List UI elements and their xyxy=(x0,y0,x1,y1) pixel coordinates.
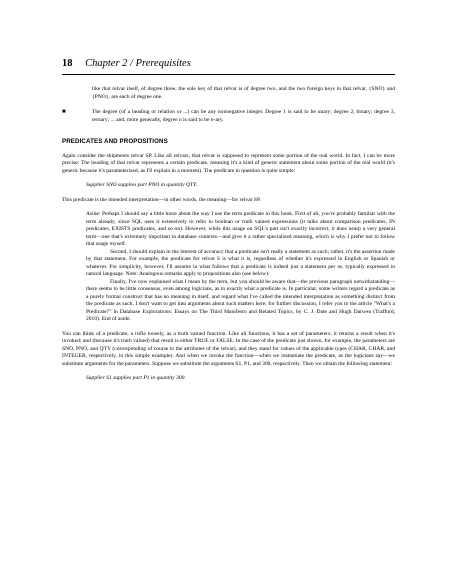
section-heading: PREDICATES AND PROPOSITIONS xyxy=(62,138,168,145)
bullet-text: The degree (of a heading or relation or ...) can be any nonnegative integer. Degree 1 is said to be unary; degree 2, binary; degree 3, ternary; ... and, more generally, degree n is said to be n-ary. xyxy=(92,109,395,123)
intro-continuation: like that relvar itself, of degree three, the sole key of that relvar is of degree two, and the two foreign keys in that relvar, {SNO} and {PNO}, are each of degree one. xyxy=(92,86,395,100)
aside-paragraph-3: Finally, I've now explained what I mean by the term, but you should be aware that—the previous paragraph notwithstanding—there seems to be little consensus, even among logicians, as to exactly what a predicate is. In particular, some writers regard a predicate as a purely formal construct that has no meaning in itself, and regard what I've called the intended interpretation as something distinct from the predicate as such. I don't want to get into arguments about such matters here; for further discussion, I refer you to the article "What's a Predicate?" in Database Explorations: Essays on The Third Manifesto and Related Topics, by C. J. Date and Hugh Darwen (Trafford, 2010). End of aside. xyxy=(86,278,395,322)
aside-paragraph-1: Aside: Perhaps I should say a little more about the way I use the term predicate in this book. First of all, you're probably familiar with the term already, since SQL uses it extensively to refer to boolean or truth valued expressions (it talks about comparison predicates, IN predicates, EXISTS predicates, and so on). However, while this usage on SQL's part isn't exactly incorrect, it does usurp a very general term—one that's extremely important in database contexts—and give it a rather specialized meaning, which is why I prefer not to follow that usage myself. xyxy=(86,211,395,247)
bullet-item-degree xyxy=(62,109,395,124)
example-predicate: Supplier SNO supplies part PNO in quantity QTY. xyxy=(86,182,198,188)
header-rule xyxy=(62,74,395,75)
running-header xyxy=(62,58,191,69)
paragraph-1: Again consider the shipments relvar SP. Like all relvars, that relvar is supposed to represent some portion of the real world. In fact, I can be more precise: The heading of that relvar represents a certain predicate, meaning it's a kind of generic statement about some portion of the real world (it's generic because it's parameterized, as I'll explain in a moment). The predicate in question is quite simple: xyxy=(62,152,395,174)
example-proposition: Supplier S1 supplies part P1 in quantity 300. xyxy=(86,375,186,381)
page-body xyxy=(62,86,395,383)
aside-paragraph-2: Second, I should explain in the interest of accuracy that a predicate isn't really a statement as such; rather, it's the assertion made by that statement. For example, the predicate for relvar S is what it is, regardless of whether it's expressed in English or Spanish or whatever. For simplicity, however, I'll assume in what follows that a predicate is indeed just a statement per se, typically expressed in natural language. Note: Analogous remarks apply to propositions also (see below). xyxy=(86,248,395,277)
bullet-square-icon: ■ xyxy=(62,109,66,115)
paragraph-2: This predicate is the intended interpretation—in other words, the meaning—for relvar SP. xyxy=(62,196,261,203)
page-number: 18 xyxy=(62,58,73,69)
chapter-title: Chapter 2 / Prerequisites xyxy=(85,58,191,69)
paragraph-3: You can think of a predicate, a trifle loosely, as a truth valued function. Like all functions, it has a set of parameters; it returns a result when it's invoked; and (because it's truth valued) that result is either TRUE or FALSE. In the case of the predicate just shown, for example, the parameters are SNO, PNO, and QTY (corresponding of course to the attributes of the relvar), and they stand for values of the applicable types (CHAR, CHAR, and INTEGER, respectively, in this simple example). And when we invoke the function—when we instantiate the predicate, as the logicians say—we substitute arguments for the parameters. Suppose we substitute the arguments S1, P1, and 300, respectively. Then we obtain the following statement: xyxy=(62,330,395,367)
